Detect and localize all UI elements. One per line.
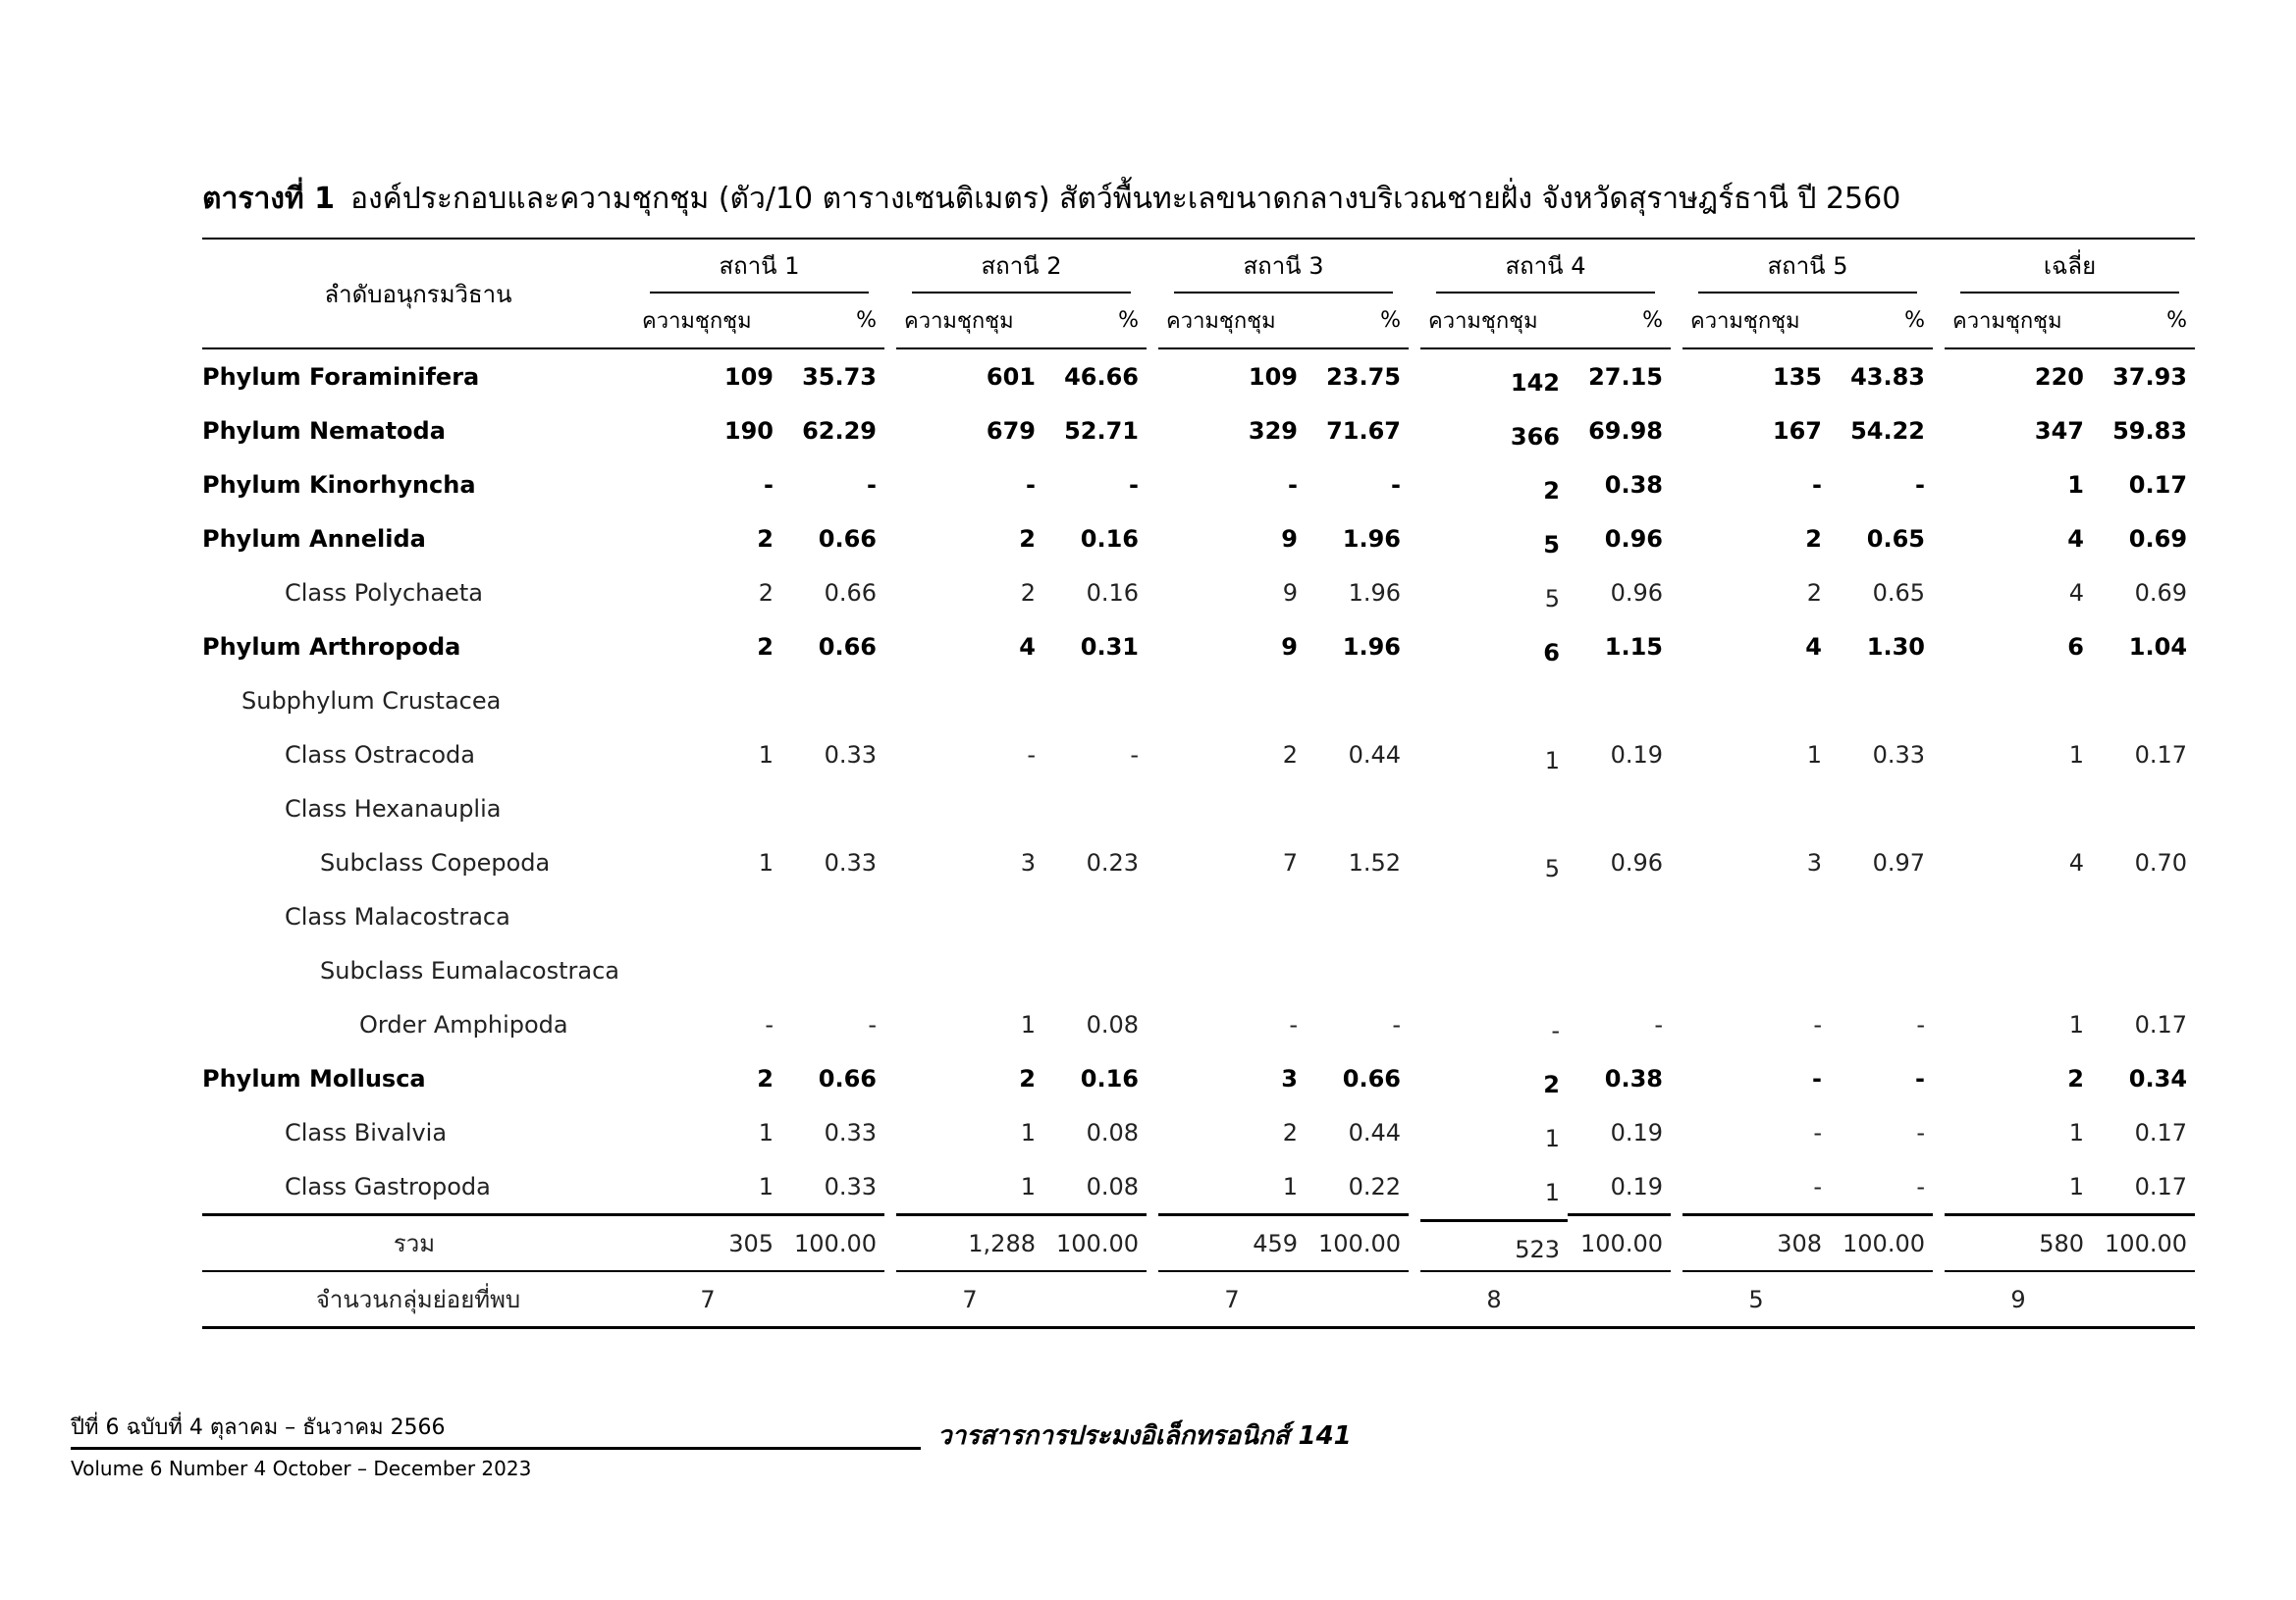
table-row bbox=[202, 835, 2195, 889]
percent-cell: 37.93 bbox=[2112, 362, 2188, 391]
percent-cell: 0.16 bbox=[1080, 1064, 1139, 1093]
abundance-cell: 1 bbox=[1806, 740, 1822, 769]
table-row bbox=[202, 727, 2195, 781]
percent-cell: 0.33 bbox=[1872, 740, 1925, 769]
percent-cell: 0.17 bbox=[2128, 470, 2188, 499]
percent-cell: - bbox=[1916, 1172, 1925, 1200]
abundance-cell: 1 bbox=[1020, 1118, 1036, 1147]
abundance-cell bbox=[634, 943, 781, 997]
abundance-cell: 1 bbox=[758, 1118, 774, 1147]
percent-cell: 0.65 bbox=[1872, 578, 1925, 607]
abundance-cell: 1 bbox=[2068, 1172, 2084, 1200]
taxon-name: Subclass Eumalacostraca bbox=[320, 956, 619, 985]
percent-cell: 0.66 bbox=[824, 578, 877, 607]
percent-cell: 46.66 bbox=[1064, 362, 1139, 391]
percent-cell: 0.17 bbox=[2134, 1118, 2188, 1147]
percent-cell bbox=[1568, 781, 1671, 835]
taxon-name: Phylum Annelida bbox=[202, 524, 426, 553]
abundance-cell bbox=[896, 889, 1043, 943]
percent-cell bbox=[2092, 889, 2195, 943]
percent-cell: 1.96 bbox=[1348, 578, 1401, 607]
taxon-name: Subphylum Crustacea bbox=[241, 686, 502, 715]
percent-cell bbox=[2092, 673, 2195, 727]
abundance-cell: 4 bbox=[1019, 632, 1036, 661]
abundance-cell bbox=[1682, 889, 1830, 943]
percent-cell: 0.66 bbox=[818, 632, 877, 661]
abundance-subheader: ความชุกชุม bbox=[1420, 293, 1568, 349]
abundance-cell: 1 bbox=[1544, 1178, 1560, 1206]
abundance-cell: 2 bbox=[1805, 524, 1822, 553]
abundance-cell: 9 bbox=[1281, 632, 1298, 661]
table-row bbox=[202, 619, 2195, 673]
percent-cell: 0.44 bbox=[1348, 740, 1401, 769]
abundance-cell: 220 bbox=[2034, 362, 2084, 391]
percent-cell: - bbox=[868, 1010, 877, 1039]
abundance-cell bbox=[1682, 781, 1830, 835]
abundance-cell: - bbox=[1289, 1010, 1298, 1039]
percent-cell: 27.15 bbox=[1588, 362, 1663, 391]
percent-cell: 23.75 bbox=[1326, 362, 1401, 391]
percent-cell: - bbox=[1654, 1010, 1663, 1039]
abundance-cell: 2 bbox=[1543, 1070, 1560, 1098]
percent-cell bbox=[781, 889, 884, 943]
table-row bbox=[202, 781, 2195, 835]
percent-cell: 1.96 bbox=[1342, 524, 1401, 553]
percent-cell: 59.83 bbox=[2112, 416, 2188, 445]
abundance-cell: 2 bbox=[1806, 578, 1822, 607]
abundance-subheader: ความชุกชุม bbox=[1945, 293, 2092, 349]
percent-subheader: % bbox=[781, 293, 884, 349]
percent-cell: 0.17 bbox=[2134, 740, 2188, 769]
subgroup-count-cell: 8 bbox=[1420, 1270, 1568, 1329]
abundance-cell: 109 bbox=[723, 362, 774, 391]
abundance-cell bbox=[634, 673, 781, 727]
percent-cell: 0.66 bbox=[818, 524, 877, 553]
percent-cell: 0.69 bbox=[2128, 524, 2188, 553]
abundance-cell: 190 bbox=[723, 416, 774, 445]
percent-cell: 1.30 bbox=[1866, 632, 1925, 661]
percent-cell bbox=[1043, 673, 1147, 727]
abundance-cell: - bbox=[764, 470, 774, 499]
percent-cell bbox=[781, 781, 884, 835]
abundance-cell: 329 bbox=[1248, 416, 1298, 445]
percent-cell: 52.71 bbox=[1064, 416, 1139, 445]
table-row bbox=[202, 1105, 2195, 1159]
percent-cell: - bbox=[867, 470, 877, 499]
percent-cell: 0.34 bbox=[2128, 1064, 2188, 1093]
percent-cell: 0.66 bbox=[1342, 1064, 1401, 1093]
table-row bbox=[202, 565, 2195, 619]
abundance-cell: 5 bbox=[1543, 530, 1560, 559]
abundance-cell: 2 bbox=[758, 578, 774, 607]
station-1-header: สถานี 1 bbox=[634, 238, 884, 293]
percent-cell: - bbox=[1391, 470, 1401, 499]
percent-cell: - bbox=[1915, 470, 1925, 499]
abundance-cell bbox=[1420, 895, 1568, 949]
abundance-cell: 308 bbox=[1682, 1213, 1830, 1270]
percent-cell: 100.00 bbox=[781, 1213, 884, 1270]
table-row bbox=[202, 1051, 2195, 1105]
percent-cell: 1.96 bbox=[1342, 632, 1401, 661]
percent-cell: 0.08 bbox=[1086, 1118, 1139, 1147]
percent-cell: 0.16 bbox=[1086, 578, 1139, 607]
abundance-cell bbox=[896, 673, 1043, 727]
issue-english: Volume 6 Number 4 October – December 2023 bbox=[71, 1457, 532, 1480]
abundance-cell bbox=[1158, 943, 1306, 997]
percent-cell: 0.70 bbox=[2134, 848, 2188, 877]
abundance-cell bbox=[1158, 889, 1306, 943]
table-row bbox=[202, 1270, 2195, 1329]
percent-cell bbox=[2092, 781, 2195, 835]
percent-cell: 35.73 bbox=[802, 362, 877, 391]
percent-cell: 0.31 bbox=[1080, 632, 1139, 661]
percent-cell: 0.17 bbox=[2134, 1010, 2188, 1039]
abundance-subheader: ความชุกชุม bbox=[1158, 293, 1306, 349]
abundance-cell: 5 bbox=[1544, 584, 1560, 613]
taxon-name: Phylum Kinorhyncha bbox=[202, 470, 476, 499]
abundance-cell bbox=[1682, 673, 1830, 727]
percent-cell bbox=[1306, 943, 1409, 997]
percent-cell: 0.19 bbox=[1610, 740, 1663, 769]
percent-cell: 71.67 bbox=[1326, 416, 1401, 445]
abundance-cell: - bbox=[1551, 1016, 1560, 1044]
percent-cell: 43.83 bbox=[1850, 362, 1925, 391]
subgroup-count-cell: 9 bbox=[1945, 1270, 2092, 1329]
abundance-cell: 2 bbox=[1282, 740, 1298, 769]
percent-cell: 0.65 bbox=[1866, 524, 1925, 553]
subgroup-count-label: จำนวนกลุ่มย่อยที่พบ bbox=[202, 1270, 634, 1329]
abundance-cell: 1 bbox=[2068, 1010, 2084, 1039]
abundance-cell: 1 bbox=[2068, 1118, 2084, 1147]
percent-cell: 0.08 bbox=[1086, 1172, 1139, 1200]
abundance-cell: 109 bbox=[1248, 362, 1298, 391]
percent-cell: 0.08 bbox=[1086, 1010, 1139, 1039]
percent-cell bbox=[1568, 673, 1671, 727]
percent-subheader: % bbox=[1830, 293, 1933, 349]
station-4-header: สถานี 4 bbox=[1420, 238, 1671, 293]
abundance-cell: 2 bbox=[1019, 524, 1036, 553]
percent-cell: 54.22 bbox=[1850, 416, 1925, 445]
percent-cell: 0.23 bbox=[1086, 848, 1139, 877]
taxon-name: Class Polychaeta bbox=[285, 578, 483, 607]
taxon-name: Class Hexanauplia bbox=[285, 794, 502, 823]
percent-cell bbox=[781, 673, 884, 727]
percent-cell: - bbox=[1130, 740, 1139, 769]
table-row bbox=[202, 943, 2195, 997]
percent-cell: 100.00 bbox=[1568, 1213, 1671, 1270]
abundance-cell bbox=[896, 781, 1043, 835]
taxon-name: Class Ostracoda bbox=[285, 740, 475, 769]
percent-cell: 0.19 bbox=[1610, 1118, 1663, 1147]
percent-cell: 1.52 bbox=[1348, 848, 1401, 877]
abundance-cell: 4 bbox=[2067, 524, 2084, 553]
subgroup-count-cell: 7 bbox=[1158, 1270, 1306, 1329]
taxon-name: Subclass Copepoda bbox=[320, 848, 551, 877]
abundance-cell: 4 bbox=[1805, 632, 1822, 661]
abundance-cell: 3 bbox=[1281, 1064, 1298, 1093]
table-row bbox=[202, 511, 2195, 565]
abundance-cell bbox=[1945, 943, 2092, 997]
abundance-cell: 2 bbox=[1282, 1118, 1298, 1147]
percent-cell: 0.16 bbox=[1080, 524, 1139, 553]
percent-cell: 0.69 bbox=[2134, 578, 2188, 607]
percent-cell: 0.19 bbox=[1610, 1172, 1663, 1200]
percent-cell: 62.29 bbox=[802, 416, 877, 445]
table-row bbox=[202, 1213, 2195, 1270]
abundance-cell: 601 bbox=[986, 362, 1036, 391]
percent-cell: 100.00 bbox=[1830, 1213, 1933, 1270]
abundance-cell: 366 bbox=[1510, 422, 1560, 451]
abundance-subheader: ความชุกชุม bbox=[896, 293, 1043, 349]
percent-cell bbox=[1043, 781, 1147, 835]
taxon-name: Phylum Mollusca bbox=[202, 1064, 426, 1093]
subgroup-count-cell: 7 bbox=[634, 1270, 781, 1329]
station-5-header: สถานี 5 bbox=[1682, 238, 1933, 293]
journal-name-page: วารสารการประมงอิเล็กทรอนิกส์ 141 bbox=[937, 1421, 1352, 1451]
percent-subheader: % bbox=[1306, 293, 1409, 349]
percent-cell: 0.66 bbox=[818, 1064, 877, 1093]
abundance-cell: 2 bbox=[1020, 578, 1036, 607]
taxon-name: Order Amphipoda bbox=[359, 1010, 568, 1039]
abundance-cell: 2 bbox=[757, 632, 774, 661]
abundance-cell bbox=[1420, 949, 1568, 1003]
abundance-cell: 7 bbox=[1282, 848, 1298, 877]
abundance-cell: - bbox=[1813, 1118, 1822, 1147]
percent-cell: 0.44 bbox=[1348, 1118, 1401, 1147]
abundance-cell: - bbox=[1812, 470, 1822, 499]
abundance-table bbox=[202, 238, 2195, 1329]
abundance-cell: - bbox=[765, 1010, 774, 1039]
abundance-cell: 6 bbox=[1543, 638, 1560, 667]
abundance-cell: 1 bbox=[1020, 1010, 1036, 1039]
percent-subheader: % bbox=[1568, 293, 1671, 349]
abundance-cell bbox=[1945, 673, 2092, 727]
abundance-cell: - bbox=[1026, 470, 1036, 499]
abundance-subheader: ความชุกชุม bbox=[634, 293, 781, 349]
abundance-cell bbox=[1158, 673, 1306, 727]
taxon-name: Class Bivalvia bbox=[285, 1118, 448, 1147]
percent-cell: - bbox=[1916, 1118, 1925, 1147]
percent-cell bbox=[1043, 943, 1147, 997]
percent-cell: 1.15 bbox=[1604, 632, 1663, 661]
abundance-cell: 347 bbox=[2034, 416, 2084, 445]
percent-cell bbox=[1043, 889, 1147, 943]
abundance-cell: 6 bbox=[2067, 632, 2084, 661]
percent-cell bbox=[1568, 943, 1671, 997]
percent-cell bbox=[1830, 781, 1933, 835]
abundance-cell: 5 bbox=[1544, 854, 1560, 882]
abundance-cell: 2 bbox=[757, 1064, 774, 1093]
table-caption bbox=[202, 175, 2126, 224]
percent-cell: 0.33 bbox=[824, 740, 877, 769]
abundance-cell: 4 bbox=[2068, 848, 2084, 877]
abundance-cell: 1 bbox=[1020, 1172, 1036, 1200]
percent-cell: 0.38 bbox=[1604, 470, 1663, 499]
abundance-cell: 1 bbox=[2067, 470, 2084, 499]
abundance-cell: 9 bbox=[1282, 578, 1298, 607]
table-row bbox=[202, 673, 2195, 727]
abundance-cell: 142 bbox=[1510, 368, 1560, 397]
taxon-name: Phylum Nematoda bbox=[202, 416, 446, 445]
percent-cell: 0.17 bbox=[2134, 1172, 2188, 1200]
abundance-cell: 4 bbox=[2068, 578, 2084, 607]
abundance-cell: - bbox=[1813, 1010, 1822, 1039]
percent-cell bbox=[2092, 943, 2195, 997]
percent-cell: 0.96 bbox=[1604, 524, 1663, 553]
percent-cell bbox=[1830, 943, 1933, 997]
abundance-cell bbox=[1158, 781, 1306, 835]
percent-cell bbox=[1306, 781, 1409, 835]
abundance-cell: 459 bbox=[1158, 1213, 1306, 1270]
abundance-subheader: ความชุกชุม bbox=[1682, 293, 1830, 349]
percent-subheader: % bbox=[2092, 293, 2195, 349]
taxon-name: รวม bbox=[202, 1213, 634, 1270]
taxon-name: Class Gastropoda bbox=[285, 1172, 491, 1200]
percent-cell: 100.00 bbox=[1043, 1213, 1147, 1270]
abundance-cell: 9 bbox=[1281, 524, 1298, 553]
percent-cell: - bbox=[1916, 1010, 1925, 1039]
subgroup-count-cell: 7 bbox=[896, 1270, 1043, 1329]
percent-cell: 0.96 bbox=[1610, 578, 1663, 607]
abundance-cell: 1 bbox=[758, 848, 774, 877]
percent-cell: - bbox=[1129, 470, 1139, 499]
percent-cell: 0.96 bbox=[1610, 848, 1663, 877]
abundance-cell: 167 bbox=[1772, 416, 1822, 445]
abundance-cell: 135 bbox=[1772, 362, 1822, 391]
abundance-cell: 305 bbox=[634, 1213, 781, 1270]
percent-cell: - bbox=[1915, 1064, 1925, 1093]
percent-cell bbox=[781, 943, 884, 997]
percent-cell bbox=[1306, 889, 1409, 943]
abundance-cell bbox=[1945, 781, 2092, 835]
abundance-cell: 1 bbox=[758, 1172, 774, 1200]
abundance-cell: 523 bbox=[1420, 1219, 1568, 1276]
table-row bbox=[202, 403, 2195, 457]
percent-cell bbox=[1830, 889, 1933, 943]
abundance-cell: - bbox=[1288, 470, 1298, 499]
station-2-header: สถานี 2 bbox=[896, 238, 1147, 293]
percent-cell: - bbox=[1392, 1010, 1401, 1039]
abundance-cell: 580 bbox=[1945, 1213, 2092, 1270]
abundance-cell: - bbox=[1027, 740, 1036, 769]
abundance-cell bbox=[1420, 679, 1568, 733]
abundance-cell: 1 bbox=[1544, 746, 1560, 774]
percent-cell bbox=[1568, 889, 1671, 943]
percent-cell bbox=[1830, 673, 1933, 727]
abundance-cell: 2 bbox=[2067, 1064, 2084, 1093]
abundance-cell bbox=[1945, 889, 2092, 943]
percent-cell: 0.38 bbox=[1604, 1064, 1663, 1093]
percent-cell: 69.98 bbox=[1588, 416, 1663, 445]
subgroup-count-cell: 5 bbox=[1682, 1270, 1830, 1329]
caption-label: ตารางที่ 1 bbox=[202, 182, 336, 216]
average-header: เฉลี่ย bbox=[1945, 238, 2195, 293]
taxon-name: Phylum Foraminifera bbox=[202, 362, 480, 391]
issue-thai: ปีที่ 6 ฉบับที่ 4 ตุลาคม – ธันวาคม 2566 bbox=[71, 1415, 446, 1440]
percent-subheader: % bbox=[1043, 293, 1147, 349]
abundance-cell: - bbox=[1812, 1064, 1822, 1093]
table-row bbox=[202, 349, 2195, 403]
abundance-cell bbox=[896, 943, 1043, 997]
station-3-header: สถานี 3 bbox=[1158, 238, 1409, 293]
table-row bbox=[202, 457, 2195, 511]
percent-cell: 0.97 bbox=[1872, 848, 1925, 877]
table-row bbox=[202, 1159, 2195, 1213]
abundance-cell: 1 bbox=[1544, 1124, 1560, 1152]
taxonomy-header: ลำดับอนุกรมวิธาน bbox=[202, 238, 634, 349]
abundance-cell: 1 bbox=[2068, 740, 2084, 769]
abundance-cell bbox=[1682, 943, 1830, 997]
taxon-name: Class Malacostraca bbox=[285, 902, 510, 931]
percent-cell: 0.33 bbox=[824, 848, 877, 877]
abundance-cell: 2 bbox=[1543, 476, 1560, 505]
abundance-cell: 1 bbox=[758, 740, 774, 769]
abundance-cell: 1,288 bbox=[896, 1213, 1043, 1270]
table-row bbox=[202, 889, 2195, 943]
caption-text: องค์ประกอบและความชุกชุม (ตัว/10 ตารางเซนติเมตร) สัตว์พื้นทะเลขนาดกลางบริเวณชายฝั่ง จังหวัดสุราษฎร์ธานี ปี 2560 bbox=[350, 182, 1901, 216]
abundance-cell: 2 bbox=[757, 524, 774, 553]
abundance-cell: 3 bbox=[1020, 848, 1036, 877]
percent-cell: 100.00 bbox=[2092, 1213, 2195, 1270]
abundance-cell: 2 bbox=[1019, 1064, 1036, 1093]
percent-cell: 0.33 bbox=[824, 1118, 877, 1147]
abundance-cell: 3 bbox=[1806, 848, 1822, 877]
percent-cell: 100.00 bbox=[1306, 1213, 1409, 1270]
taxon-name: Phylum Arthropoda bbox=[202, 632, 461, 661]
table-row bbox=[202, 997, 2195, 1051]
abundance-cell bbox=[634, 781, 781, 835]
footer-divider bbox=[71, 1447, 921, 1450]
percent-cell bbox=[1306, 673, 1409, 727]
abundance-cell: 679 bbox=[986, 416, 1036, 445]
abundance-cell: - bbox=[1813, 1172, 1822, 1200]
abundance-cell bbox=[1420, 787, 1568, 841]
abundance-cell bbox=[634, 889, 781, 943]
abundance-cell: 1 bbox=[1282, 1172, 1298, 1200]
percent-cell: 0.33 bbox=[824, 1172, 877, 1200]
percent-cell: 1.04 bbox=[2128, 632, 2188, 661]
percent-cell: 0.22 bbox=[1348, 1172, 1401, 1200]
